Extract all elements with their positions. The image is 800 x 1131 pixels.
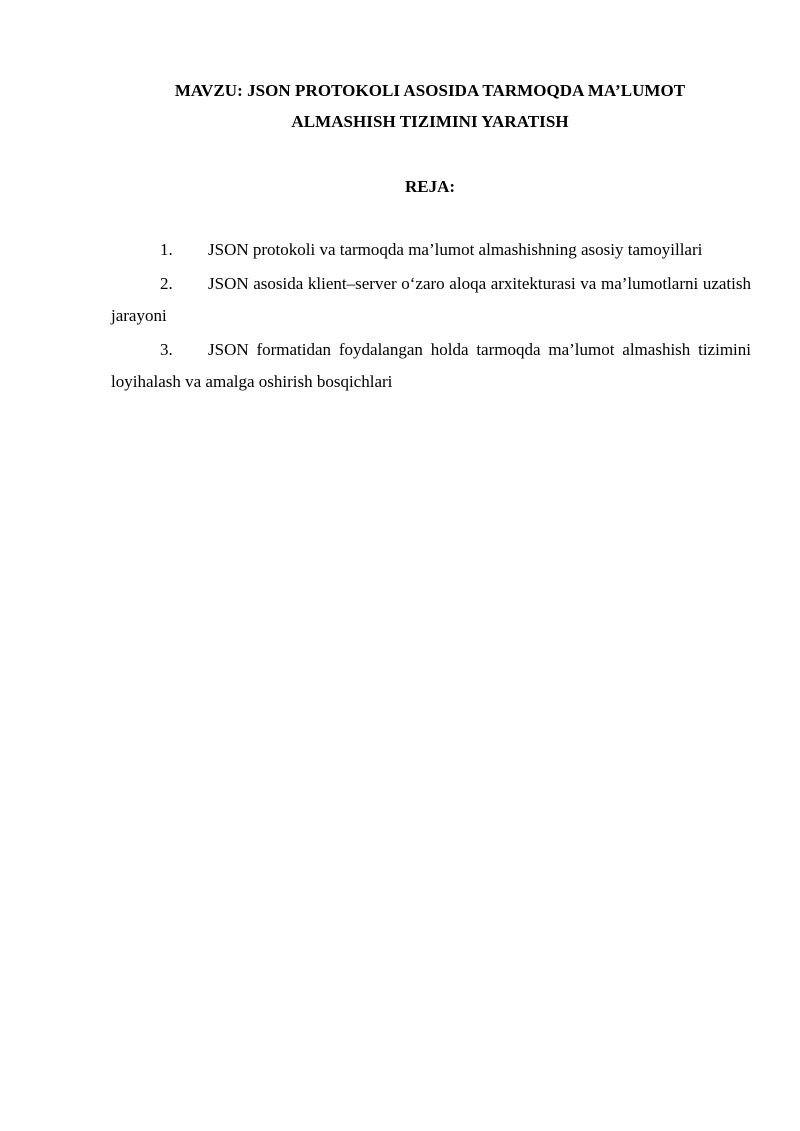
plan-item-2 <box>111 268 751 332</box>
title-line-1: MAVZU: JSON PROTOKOLI ASOSIDA TARMOQDA MA’LUMOT <box>174 81 686 100</box>
plan-item-3 <box>111 334 751 398</box>
plan-item-text: JSON formatidan foydalangan holda tarmoqda ma’lumot almashish tizimini loyihalash va amalga oshirish bosqichlari <box>111 340 751 391</box>
plan-item-number: 1. <box>160 240 173 259</box>
plan-list <box>111 234 751 400</box>
plan-item-1 <box>111 234 751 266</box>
plan-item-text: JSON protokoli va tarmoqda ma’lumot almashishning asosiy tamoyillari <box>208 240 703 259</box>
plan-item-number: 3. <box>160 340 173 359</box>
page-title <box>110 75 750 137</box>
title-line-2: ALMASHISH TIZIMINI YARATISH <box>291 112 569 131</box>
plan-item-number: 2. <box>160 274 173 293</box>
plan-item-text: JSON asosida klient–server o‘zaro aloqa arxitekturasi va ma’lumotlarni uzatish jarayoni <box>111 274 751 325</box>
plan-heading: REJA: <box>404 177 456 196</box>
